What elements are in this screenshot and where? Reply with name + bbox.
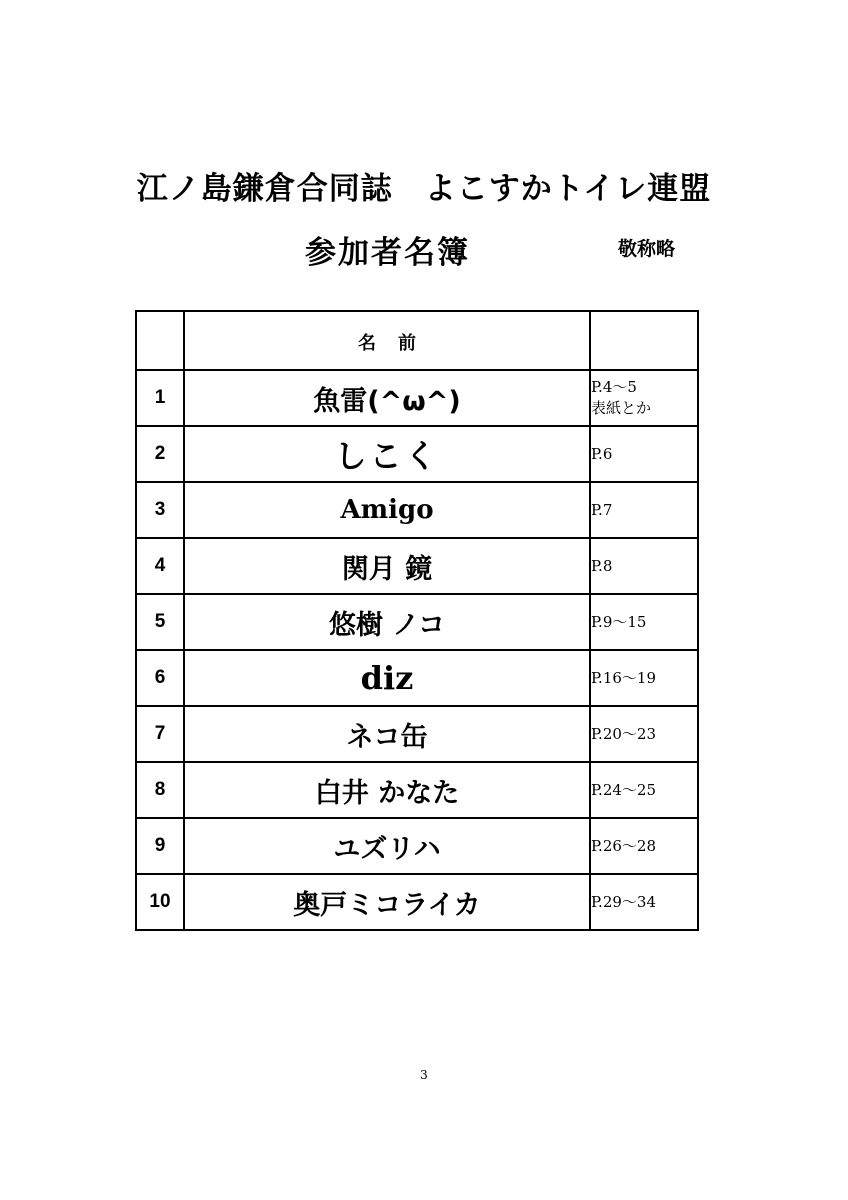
table-row [137,539,699,595]
table-row [137,819,699,875]
row-number: 10 [137,875,185,931]
header-number-cell [137,312,185,371]
participant-name: 白井 かなた [185,763,591,819]
row-number: 9 [137,819,185,875]
participant-name: ユズリハ [185,819,591,875]
document-subtitle: 参加者名簿 [305,235,470,271]
header-name-cell [185,312,591,371]
honorific-note: 敬称略 [618,238,676,260]
participant-name: diz [185,651,591,707]
row-number: 1 [137,371,185,427]
page-number: 3 [420,1068,428,1082]
participant-name: Amigo [185,483,591,539]
table-row [137,651,699,707]
document-title: 江ノ島鎌倉合同誌 よこすかトイレ連盟 [136,171,712,207]
page-range: P.6 [591,427,699,483]
page-note: 表紙とか [591,399,652,417]
participant-name: 悠樹 ノコ [185,595,591,651]
participant-name: ネコ缶 [185,707,591,763]
page-range: P.26～28 [591,819,699,875]
table-row [137,875,699,931]
row-number: 8 [137,763,185,819]
row-number: 4 [137,539,185,595]
row-number: 6 [137,651,185,707]
header-pages-cell [591,312,699,371]
page-range-cell [591,371,699,427]
table-row [137,707,699,763]
participant-table [135,310,699,931]
participant-name: 関月 鏡 [185,539,591,595]
table-row [137,371,699,427]
page-range: P.24～25 [591,763,699,819]
page-range: P.29～34 [591,875,699,931]
page-range: P.7 [591,483,699,539]
participant-name: しこく [185,427,591,483]
page-range: P.20～23 [591,707,699,763]
page-range: P.8 [591,539,699,595]
table-row [137,763,699,819]
row-number: 3 [137,483,185,539]
page-range: P.4～5 [591,378,637,396]
table-row [137,595,699,651]
participant-name: 奥戸ミコライカ [185,875,591,931]
header-name-label: 名前 [358,333,438,354]
row-number: 2 [137,427,185,483]
page-range: P.9～15 [591,595,699,651]
table-header-row [137,312,699,371]
row-number: 5 [137,595,185,651]
row-number: 7 [137,707,185,763]
participant-name: 魚雷(^ω^) [185,371,591,427]
page-range: P.16～19 [591,651,699,707]
table-row [137,427,699,483]
table-row [137,483,699,539]
